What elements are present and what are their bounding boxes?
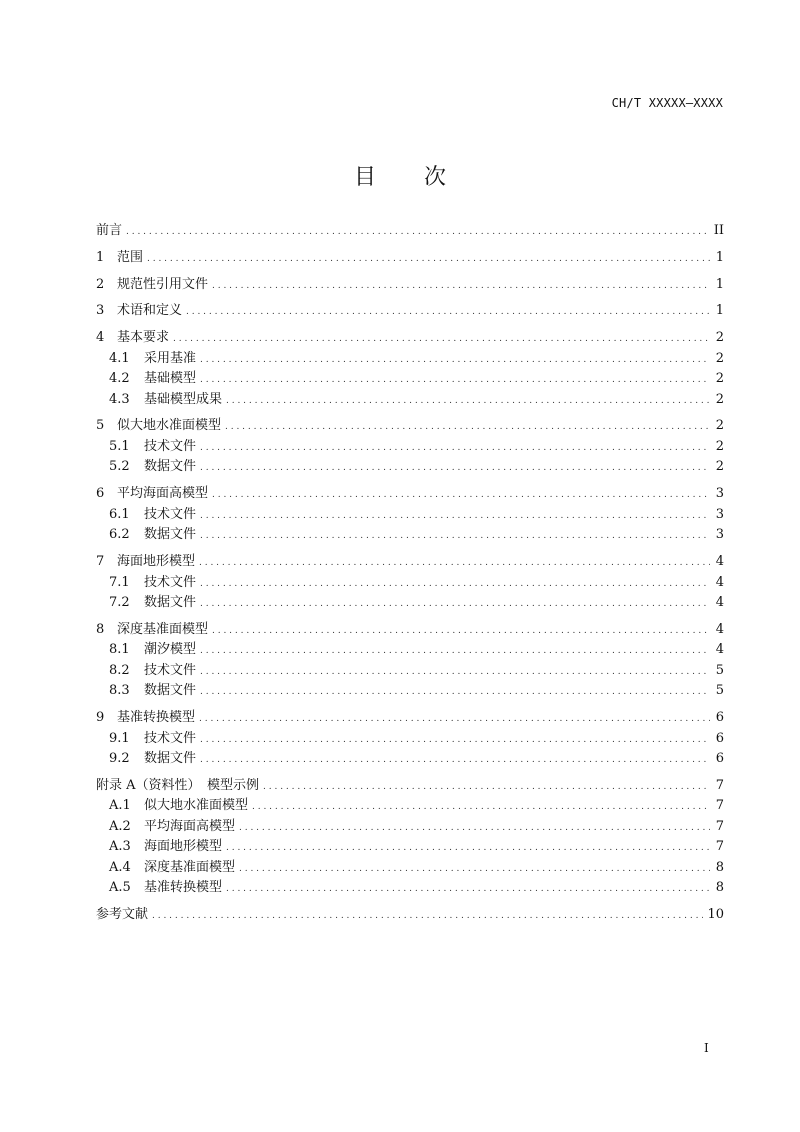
toc-dot-leader bbox=[200, 439, 710, 454]
toc-dot-leader bbox=[200, 595, 710, 610]
toc-entry-label: 数据文件 bbox=[144, 751, 197, 767]
toc-entry-label: 技术文件 bbox=[144, 730, 197, 746]
toc-entry-label: 潮汐模型 bbox=[144, 642, 197, 658]
toc-dot-leader bbox=[199, 554, 710, 569]
toc-entry-label: 数据文件 bbox=[144, 595, 197, 611]
toc-dot-leader bbox=[152, 907, 703, 922]
toc-dot-leader bbox=[226, 880, 710, 895]
toc-entry-number: 2 bbox=[96, 276, 105, 292]
toc-entry-label: 规范性引用文件 bbox=[117, 276, 209, 292]
toc-entry-page: 2 bbox=[715, 391, 724, 407]
toc-dot-leader bbox=[200, 371, 710, 386]
toc-entry-number: 8.1 bbox=[109, 642, 130, 658]
toc-entry-label: 似大地水准面模型 bbox=[117, 418, 222, 434]
toc-dot-leader bbox=[126, 223, 710, 238]
toc-dot-leader bbox=[212, 486, 710, 501]
toc-entry-page: 1 bbox=[715, 303, 724, 319]
toc-entry-page: 8 bbox=[715, 880, 724, 896]
toc-entry-label: 平均海面高模型 bbox=[144, 818, 236, 834]
toc-entry[interactable] bbox=[96, 503, 724, 524]
toc-entry-label: 技术文件 bbox=[144, 574, 197, 590]
toc-entry-label: 术语和定义 bbox=[117, 303, 183, 319]
toc-entry-label: 数据文件 bbox=[144, 683, 197, 699]
toc-entry[interactable] bbox=[96, 347, 724, 368]
toc-dot-leader bbox=[239, 819, 710, 834]
toc-entry-label: 海面地形模型 bbox=[144, 839, 223, 855]
toc-entry-label: 技术文件 bbox=[144, 438, 197, 454]
toc-entry-label: 基础模型 bbox=[144, 371, 197, 387]
toc-entry-number: 6.2 bbox=[109, 527, 130, 543]
toc-entry-page: 1 bbox=[715, 276, 724, 292]
toc-entry-number: 8.2 bbox=[109, 662, 130, 678]
toc-entry[interactable] bbox=[96, 727, 724, 748]
toc-entry-number: A.1 bbox=[109, 798, 131, 814]
toc-entry[interactable] bbox=[96, 774, 724, 795]
toc-entry-label: 数据文件 bbox=[144, 459, 197, 475]
toc-entry-number: 4.2 bbox=[109, 371, 130, 387]
toc-entry-page: 3 bbox=[715, 506, 724, 522]
toc-entry-page: 6 bbox=[715, 710, 724, 726]
toc-entry-page: 7 bbox=[715, 839, 724, 855]
toc-entry[interactable] bbox=[96, 706, 724, 727]
toc-entry[interactable] bbox=[96, 876, 724, 897]
toc-entry[interactable] bbox=[96, 455, 724, 476]
toc-entry-number: 9.2 bbox=[109, 751, 130, 767]
toc-entry[interactable] bbox=[96, 571, 724, 592]
toc-dot-leader bbox=[147, 250, 710, 265]
toc-entry[interactable] bbox=[96, 367, 724, 388]
page-number: I bbox=[704, 1041, 709, 1055]
toc-dot-leader bbox=[263, 778, 710, 793]
toc-entry-page: 2 bbox=[715, 350, 724, 366]
toc-entry-number: 5.1 bbox=[109, 438, 130, 454]
toc-entry-page: 4 bbox=[715, 642, 724, 658]
toc-entry[interactable] bbox=[96, 903, 724, 924]
document-code: CH/T XXXXX—XXXX bbox=[611, 96, 723, 110]
toc-entry-page: 4 bbox=[715, 554, 724, 570]
toc-entry[interactable] bbox=[96, 638, 724, 659]
toc-dot-leader bbox=[239, 860, 710, 875]
toc-entry-page: 2 bbox=[715, 459, 724, 475]
toc-entry-page: 3 bbox=[715, 527, 724, 543]
toc-entry-label: 技术文件 bbox=[144, 662, 197, 678]
toc-entry-label: 技术文件 bbox=[144, 506, 197, 522]
toc-dot-leader bbox=[226, 392, 710, 407]
toc-entry[interactable] bbox=[96, 747, 724, 768]
toc-entry-label: 深度基准面模型 bbox=[144, 859, 236, 875]
toc-entry-label: 前言 bbox=[96, 223, 123, 238]
toc-entry-page: 7 bbox=[715, 777, 724, 793]
toc-entry-label: 采用基准 bbox=[144, 350, 197, 366]
toc-entry-page: 5 bbox=[715, 662, 724, 678]
toc-entry-number: A.5 bbox=[109, 880, 131, 896]
toc-dot-leader bbox=[199, 710, 710, 725]
toc-entry-number: 6.1 bbox=[109, 506, 130, 522]
toc-entry-number: 5.2 bbox=[109, 459, 130, 475]
toc-entry-page: 1 bbox=[715, 249, 724, 265]
toc-entry-number: 1 bbox=[96, 249, 105, 265]
toc-title-char-2: 次 bbox=[424, 165, 447, 190]
toc-entry-label: 基准转换模型 bbox=[117, 710, 196, 726]
toc-entry-number: 9 bbox=[96, 710, 105, 726]
toc-entry-number: A.3 bbox=[109, 839, 131, 855]
toc-entry-page: II bbox=[713, 223, 724, 238]
toc-entry[interactable] bbox=[96, 618, 724, 639]
toc-dot-leader bbox=[173, 330, 710, 345]
toc-entry-label: 范围 bbox=[117, 249, 144, 265]
toc-entry[interactable] bbox=[96, 388, 724, 409]
toc-dot-leader bbox=[200, 731, 710, 746]
toc-entry-page: 5 bbox=[715, 683, 724, 699]
toc-entry[interactable] bbox=[96, 273, 724, 294]
toc-entry[interactable] bbox=[96, 523, 724, 544]
toc-entry[interactable] bbox=[96, 856, 724, 877]
toc-entry-page: 2 bbox=[715, 418, 724, 434]
toc-entry[interactable] bbox=[96, 299, 724, 320]
toc-entry-label: 数据文件 bbox=[144, 527, 197, 543]
toc-entry-page: 2 bbox=[715, 330, 724, 346]
toc-entry-number: A.4 bbox=[109, 859, 131, 875]
toc-title-char-1: 目 bbox=[353, 165, 376, 190]
toc-dot-leader bbox=[200, 351, 710, 366]
toc-entry[interactable] bbox=[96, 435, 724, 456]
toc-dot-leader bbox=[226, 839, 710, 854]
toc-entry-number: 6 bbox=[96, 486, 105, 502]
toc-entry-page: 2 bbox=[715, 438, 724, 454]
toc-entry-number: 4.3 bbox=[109, 391, 130, 407]
toc-entry-number: 7.2 bbox=[109, 595, 130, 611]
toc-entry-number: 3 bbox=[96, 303, 105, 319]
toc-dot-leader bbox=[200, 642, 710, 657]
toc-entry-page: 8 bbox=[715, 859, 724, 875]
toc-entry-number: 4 bbox=[96, 330, 105, 346]
toc-dot-leader bbox=[212, 622, 710, 637]
toc-entry[interactable] bbox=[96, 835, 724, 856]
toc-entry[interactable] bbox=[96, 482, 724, 503]
toc-entry[interactable] bbox=[96, 591, 724, 612]
toc-entry-label: 附录 A（资料性） 模型示例 bbox=[96, 777, 260, 793]
toc-title bbox=[0, 160, 800, 191]
toc-entry[interactable] bbox=[96, 679, 724, 700]
toc-entry-number: 8 bbox=[96, 621, 105, 637]
toc-entry-page: 6 bbox=[715, 751, 724, 767]
toc-entry-label: 基本要求 bbox=[117, 330, 170, 346]
toc-dot-leader bbox=[200, 507, 710, 522]
toc-entry-label: 基础模型成果 bbox=[144, 391, 223, 407]
toc-entry-page: 4 bbox=[715, 595, 724, 611]
toc-entry-page: 10 bbox=[707, 907, 724, 923]
toc-entry-page: 6 bbox=[715, 730, 724, 746]
toc-entry-label: 海面地形模型 bbox=[117, 554, 196, 570]
toc-dot-leader bbox=[225, 418, 710, 433]
toc-entry-number: 8.3 bbox=[109, 683, 130, 699]
toc-entry-page: 7 bbox=[715, 798, 724, 814]
toc-dot-leader bbox=[200, 527, 710, 542]
toc-dot-leader bbox=[200, 459, 710, 474]
toc-entry[interactable] bbox=[96, 326, 724, 347]
toc-entry-number: 9.1 bbox=[109, 730, 130, 746]
toc-dot-leader bbox=[200, 575, 710, 590]
table-of-contents bbox=[96, 219, 724, 924]
toc-entry-number: 7.1 bbox=[109, 574, 130, 590]
toc-dot-leader bbox=[252, 798, 710, 813]
toc-entry-page: 4 bbox=[715, 574, 724, 590]
toc-dot-leader bbox=[212, 277, 710, 292]
toc-dot-leader bbox=[200, 663, 710, 678]
toc-entry[interactable] bbox=[96, 246, 724, 267]
toc-entry[interactable] bbox=[96, 550, 724, 571]
toc-entry-number: 7 bbox=[96, 554, 105, 570]
toc-dot-leader bbox=[200, 751, 710, 766]
toc-entry-label: 似大地水准面模型 bbox=[144, 798, 249, 814]
toc-entry[interactable] bbox=[96, 794, 724, 815]
toc-entry-number: 4.1 bbox=[109, 350, 130, 366]
toc-entry-number: 5 bbox=[96, 418, 105, 434]
toc-entry[interactable] bbox=[96, 219, 724, 240]
toc-entry-label: 基准转换模型 bbox=[144, 880, 223, 896]
toc-entry[interactable] bbox=[96, 659, 724, 680]
toc-dot-leader bbox=[200, 683, 710, 698]
toc-entry-label: 深度基准面模型 bbox=[117, 621, 209, 637]
toc-entry-label: 参考文献 bbox=[96, 907, 149, 923]
toc-entry[interactable] bbox=[96, 414, 724, 435]
toc-entry[interactable] bbox=[96, 815, 724, 836]
toc-entry-page: 4 bbox=[715, 621, 724, 637]
toc-dot-leader bbox=[186, 303, 710, 318]
toc-entry-number: A.2 bbox=[109, 818, 131, 834]
toc-entry-page: 2 bbox=[715, 371, 724, 387]
toc-entry-page: 3 bbox=[715, 486, 724, 502]
toc-entry-label: 平均海面高模型 bbox=[117, 486, 209, 502]
toc-entry-page: 7 bbox=[715, 818, 724, 834]
